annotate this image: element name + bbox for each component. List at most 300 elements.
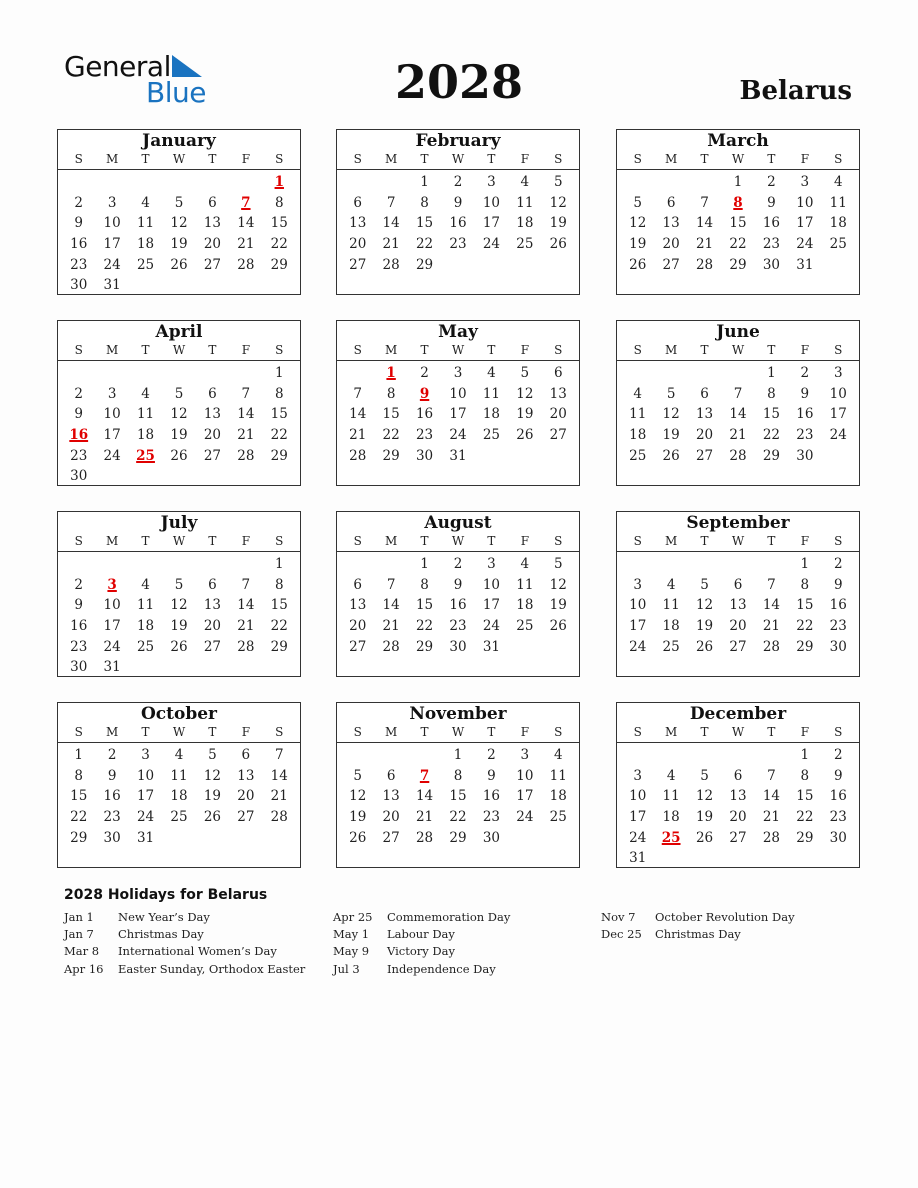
day: 4 [833, 174, 843, 190]
day: 6 [353, 576, 362, 593]
day: 17 [829, 406, 847, 423]
day: 19 [349, 809, 367, 826]
empty-cell [129, 172, 162, 193]
day: 19 [516, 406, 534, 423]
day: 16 [829, 788, 847, 805]
day: 10 [136, 767, 155, 784]
weekday-label: F [800, 152, 810, 166]
weekday-label: T [141, 725, 150, 739]
day: 16 [70, 618, 88, 635]
weekday-label: S [275, 534, 284, 548]
holiday-date: Mar 8 [64, 944, 100, 959]
empty-cell [621, 554, 654, 575]
day: 31 [482, 638, 501, 655]
day: 13 [237, 767, 255, 784]
day: 11 [516, 194, 534, 211]
day: 18 [136, 427, 155, 444]
day: 20 [662, 236, 680, 253]
day: 23 [482, 809, 501, 826]
holiday-entry [64, 927, 305, 944]
day: 1 [800, 556, 810, 572]
empty-cell [341, 363, 374, 384]
day: 26 [695, 638, 714, 655]
weekday-label: S [353, 152, 362, 166]
empty-cell [95, 172, 128, 193]
day: 30 [449, 638, 467, 655]
day: 15 [796, 597, 814, 614]
day: 20 [695, 427, 714, 444]
day: 27 [695, 447, 714, 464]
holiday-date: Jul 3 [333, 961, 360, 976]
day: 14 [237, 597, 255, 614]
weekday-header [58, 724, 300, 743]
weekday-label: F [241, 725, 251, 739]
weekday-label: T [767, 152, 776, 166]
weekday-label: T [487, 152, 496, 166]
day: 6 [353, 194, 362, 211]
day: 2 [800, 365, 810, 381]
day: 28 [237, 638, 255, 655]
day: 1 [74, 747, 83, 763]
day: 20 [349, 618, 367, 635]
day: 14 [382, 597, 400, 614]
day: 16 [796, 406, 814, 423]
day: 31 [796, 256, 814, 273]
day: 23 [796, 427, 814, 444]
day: 15 [70, 788, 88, 805]
holiday-entry [64, 944, 305, 961]
day: 10 [449, 385, 467, 402]
day: 17 [449, 406, 467, 423]
weekday-label: F [800, 534, 810, 548]
weekday-label: T [700, 343, 709, 357]
holiday-day: 1 [386, 365, 396, 381]
day: 23 [762, 236, 781, 253]
day: 22 [382, 427, 400, 444]
weekday-header [337, 151, 579, 170]
day: 27 [662, 256, 680, 273]
day: 6 [386, 767, 396, 784]
day: 27 [382, 829, 400, 846]
day: 19 [629, 236, 647, 253]
day: 22 [449, 809, 467, 826]
weekday-label: W [172, 343, 186, 357]
day: 15 [449, 788, 467, 805]
day: 3 [833, 365, 843, 381]
empty-cell [721, 554, 754, 575]
weekday-header [337, 724, 579, 743]
weekday-label: M [664, 725, 678, 739]
day: 21 [237, 618, 255, 635]
day: 25 [549, 809, 567, 826]
day: 13 [349, 215, 367, 232]
weekday-label: S [353, 534, 362, 548]
empty-cell [654, 172, 687, 193]
weekday-label: T [487, 343, 496, 357]
weekday-label: S [74, 152, 83, 166]
day: 24 [103, 638, 121, 655]
weekday-label: F [520, 725, 530, 739]
day: 28 [382, 638, 400, 655]
day: 21 [695, 236, 714, 253]
weekday-label: S [275, 725, 284, 739]
day: 17 [103, 427, 121, 444]
holiday-day: 3 [107, 576, 117, 593]
day: 4 [520, 174, 530, 190]
day: 18 [549, 788, 567, 805]
month-january [57, 129, 301, 295]
day: 5 [174, 194, 184, 211]
day: 8 [74, 767, 83, 784]
holiday-name: Christmas Day [655, 927, 741, 942]
day: 4 [520, 556, 530, 572]
day: 10 [482, 194, 501, 211]
day: 19 [695, 618, 714, 635]
day: 24 [829, 427, 847, 444]
weekday-label: F [520, 343, 530, 357]
day: 30 [482, 829, 501, 846]
holiday-entry [333, 944, 510, 961]
weekday-label: T [420, 725, 429, 739]
day: 15 [762, 406, 781, 423]
day: 17 [629, 618, 647, 635]
holiday-date: Apr 25 [333, 910, 373, 924]
weekday-label: T [208, 534, 217, 548]
day: 26 [516, 427, 534, 444]
empty-cell [229, 554, 262, 575]
day: 29 [796, 829, 814, 846]
weekday-label: T [208, 725, 217, 739]
weekday-label: W [451, 725, 465, 739]
day: 18 [136, 618, 155, 635]
day: 27 [203, 256, 222, 273]
month-april [57, 320, 301, 486]
weekday-label: S [554, 152, 563, 166]
month-name: August [424, 513, 492, 533]
holidays-column [601, 910, 795, 944]
day: 2 [74, 194, 83, 211]
day: 20 [729, 618, 747, 635]
day: 23 [829, 809, 847, 826]
day: 4 [633, 385, 642, 402]
weekday-label: S [633, 725, 642, 739]
day: 21 [415, 809, 434, 826]
day: 7 [700, 194, 709, 211]
weekday-label: S [275, 152, 284, 166]
month-name: May [438, 322, 478, 342]
day: 7 [386, 576, 396, 593]
day: 17 [482, 215, 501, 232]
weekday-label: F [800, 725, 810, 739]
days-grid [337, 170, 579, 275]
country-name: Belarus [739, 76, 852, 106]
day: 26 [695, 829, 714, 846]
day: 5 [174, 576, 184, 593]
holiday-day: 7 [419, 767, 430, 784]
day: 7 [767, 767, 776, 784]
month-name: October [140, 704, 217, 724]
day: 14 [237, 215, 255, 232]
day: 24 [482, 236, 501, 253]
day: 12 [695, 788, 714, 805]
weekday-label: T [700, 534, 709, 548]
day: 23 [70, 638, 88, 655]
weekday-label: W [172, 534, 186, 548]
day: 9 [74, 597, 83, 614]
day: 2 [74, 576, 83, 593]
day: 11 [829, 194, 847, 211]
day: 13 [695, 406, 714, 423]
day: 19 [203, 788, 222, 805]
day: 7 [241, 385, 251, 402]
day: 17 [103, 236, 121, 253]
day: 31 [103, 277, 121, 294]
weekday-label: M [664, 534, 678, 548]
day: 30 [762, 256, 781, 273]
empty-cell [196, 172, 229, 193]
empty-cell [621, 172, 654, 193]
weekday-label: W [172, 725, 186, 739]
days-grid [337, 552, 579, 657]
day: 10 [482, 576, 501, 593]
days-grid [58, 170, 300, 296]
day: 25 [516, 236, 534, 253]
day: 22 [762, 427, 781, 444]
day: 8 [274, 194, 284, 211]
weekday-label: W [731, 534, 745, 548]
day: 8 [420, 576, 429, 593]
day: 16 [415, 406, 434, 423]
day: 5 [666, 385, 676, 402]
day: 2 [453, 174, 463, 190]
day: 8 [800, 767, 810, 784]
day: 13 [349, 597, 367, 614]
day: 18 [829, 215, 847, 232]
weekday-label: T [420, 343, 429, 357]
empty-cell [688, 745, 721, 766]
weekday-header [58, 151, 300, 170]
days-grid [58, 743, 300, 848]
weekday-label: S [74, 534, 83, 548]
weekday-label: T [420, 152, 429, 166]
day: 20 [349, 236, 367, 253]
day: 3 [633, 576, 642, 593]
day: 3 [633, 767, 642, 784]
day: 16 [762, 215, 781, 232]
weekday-label: S [353, 725, 362, 739]
month-name: February [415, 131, 501, 151]
holiday-day: 8 [733, 194, 743, 211]
weekday-label: S [834, 725, 843, 739]
day: 30 [103, 829, 121, 846]
day: 12 [170, 597, 188, 614]
day: 11 [549, 767, 567, 784]
day: 26 [662, 447, 680, 464]
weekday-label: W [172, 152, 186, 166]
day: 22 [270, 427, 288, 444]
day: 5 [633, 194, 642, 211]
month-name: January [142, 131, 216, 151]
weekday-label: M [384, 152, 398, 166]
day: 20 [549, 406, 567, 423]
day: 10 [629, 788, 647, 805]
day: 4 [487, 365, 496, 381]
day: 1 [420, 556, 429, 572]
day: 19 [170, 236, 188, 253]
day: 9 [453, 576, 463, 593]
day: 17 [103, 618, 121, 635]
day: 11 [482, 385, 501, 402]
day: 10 [103, 406, 121, 423]
day: 19 [170, 618, 188, 635]
weekday-label: S [633, 534, 642, 548]
day: 24 [449, 427, 467, 444]
day: 8 [274, 576, 284, 593]
month-october [57, 702, 301, 868]
holiday-name: October Revolution Day [655, 910, 795, 924]
day: 30 [70, 468, 88, 485]
day: 28 [349, 447, 367, 464]
day: 29 [70, 829, 88, 846]
empty-cell [755, 554, 788, 575]
empty-cell [229, 172, 262, 193]
empty-cell [374, 172, 407, 193]
day: 24 [516, 809, 534, 826]
day: 28 [729, 447, 747, 464]
weekday-label: T [141, 534, 150, 548]
empty-cell [621, 745, 654, 766]
empty-cell [654, 363, 687, 384]
weekday-label: M [384, 343, 398, 357]
weekday-header [617, 533, 859, 552]
empty-cell [621, 363, 654, 384]
holiday-entry [601, 927, 795, 944]
day: 13 [662, 215, 680, 232]
day: 8 [420, 194, 429, 211]
day: 28 [762, 638, 781, 655]
empty-cell [374, 554, 407, 575]
day: 14 [237, 406, 255, 423]
day: 26 [203, 809, 222, 826]
day: 21 [762, 809, 781, 826]
weekday-label: T [767, 343, 776, 357]
empty-cell [196, 554, 229, 575]
day: 13 [729, 788, 747, 805]
days-grid [617, 743, 859, 869]
day: 19 [549, 597, 567, 614]
day: 18 [170, 788, 188, 805]
holiday-entry [601, 910, 795, 927]
day: 21 [382, 236, 400, 253]
day: 16 [482, 788, 501, 805]
day: 22 [415, 618, 434, 635]
weekday-label: T [420, 534, 429, 548]
day: 15 [382, 406, 400, 423]
day: 2 [487, 747, 496, 763]
holiday-name: Labour Day [387, 927, 455, 942]
holiday-entry [64, 962, 305, 979]
empty-cell [654, 554, 687, 575]
day: 16 [103, 788, 121, 805]
weekday-header [617, 724, 859, 743]
month-august [336, 511, 580, 677]
day: 11 [136, 215, 155, 232]
day: 14 [695, 215, 714, 232]
day: 15 [796, 788, 814, 805]
day: 9 [833, 576, 843, 593]
day: 24 [103, 447, 121, 464]
weekday-label: S [834, 152, 843, 166]
weekday-header [337, 533, 579, 552]
day: 28 [762, 829, 781, 846]
days-grid [617, 361, 859, 466]
day: 27 [349, 256, 367, 273]
weekday-label: S [633, 152, 642, 166]
day: 1 [274, 556, 284, 572]
empty-cell [95, 554, 128, 575]
day: 27 [729, 829, 747, 846]
day: 21 [382, 618, 400, 635]
weekday-label: M [105, 725, 119, 739]
day: 3 [141, 747, 150, 763]
holiday-day: 16 [69, 427, 89, 444]
weekday-label: T [141, 152, 150, 166]
holiday-name: Christmas Day [118, 927, 204, 942]
holiday-day: 9 [419, 385, 430, 402]
weekday-label: F [241, 534, 251, 548]
day: 7 [353, 385, 362, 402]
day: 9 [107, 767, 117, 784]
day: 7 [274, 747, 284, 763]
holiday-name: International Women’s Day [118, 944, 277, 959]
day: 5 [700, 767, 709, 784]
day: 19 [549, 215, 567, 232]
day: 29 [415, 256, 434, 273]
day: 23 [70, 256, 88, 273]
weekday-label: S [353, 343, 362, 357]
day: 17 [136, 788, 155, 805]
weekday-label: M [105, 534, 119, 548]
day: 10 [103, 597, 121, 614]
day: 6 [700, 385, 709, 402]
day: 21 [270, 788, 288, 805]
logo-text-blue: Blue [146, 76, 206, 109]
day: 15 [270, 215, 288, 232]
day: 5 [353, 767, 362, 784]
day: 19 [695, 809, 714, 826]
day: 28 [270, 809, 288, 826]
day: 24 [482, 618, 501, 635]
holiday-entry [333, 927, 510, 944]
day: 8 [274, 385, 284, 402]
weekday-label: S [74, 343, 83, 357]
day: 31 [103, 659, 121, 676]
empty-cell [229, 363, 262, 384]
day: 2 [420, 365, 429, 381]
day: 30 [829, 638, 847, 655]
holiday-name: Independence Day [387, 961, 496, 976]
day: 12 [549, 194, 567, 211]
day: 20 [203, 236, 222, 253]
empty-cell [688, 172, 721, 193]
month-name: December [689, 704, 787, 724]
day: 29 [796, 638, 814, 655]
day: 8 [453, 767, 463, 784]
day: 13 [729, 597, 747, 614]
day: 2 [767, 174, 776, 190]
day: 24 [629, 829, 647, 846]
day: 1 [767, 365, 776, 381]
